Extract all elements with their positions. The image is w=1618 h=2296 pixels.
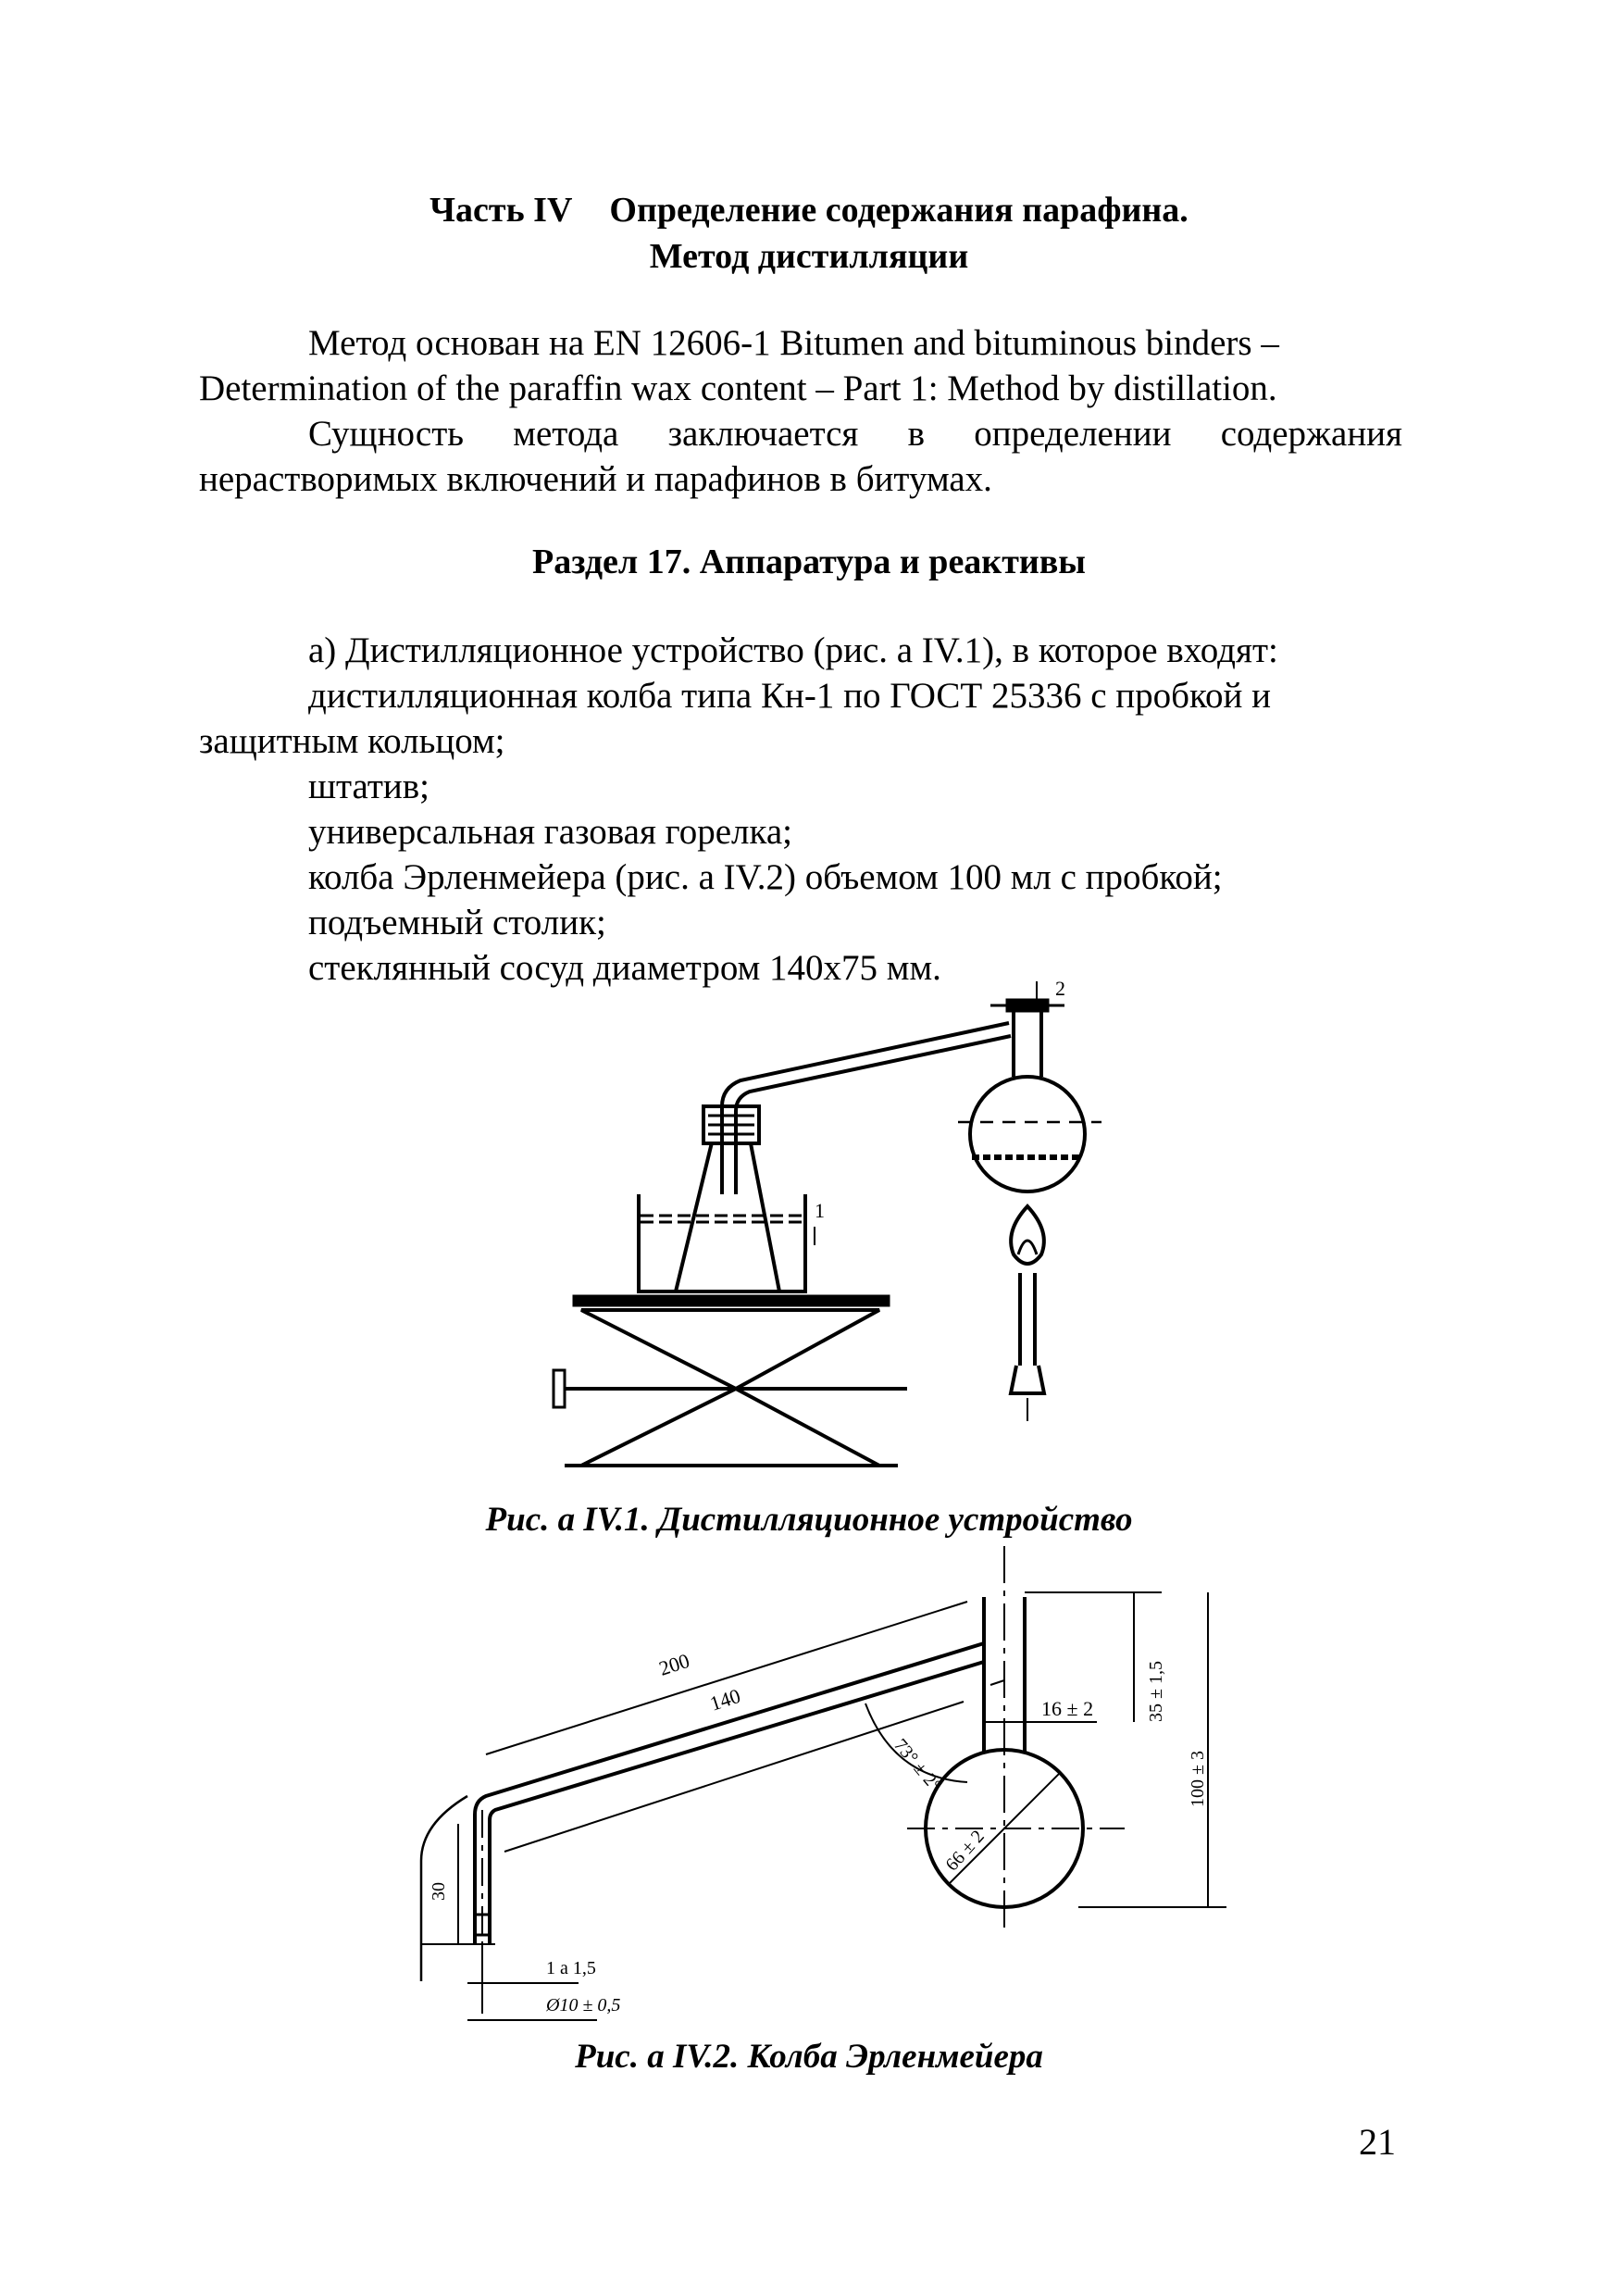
figure1-label-2: 2 — [1055, 977, 1065, 1000]
distillation-flask — [970, 1077, 1085, 1192]
item-stand: штатив; — [308, 767, 430, 806]
dim-angle: 73° ± 2° — [890, 1735, 946, 1796]
item-vessel: стеклянный сосуд диаметром 140х75 мм. — [308, 948, 941, 988]
burner-flame — [1011, 1206, 1044, 1264]
intro-line-2: Determination of the paraffin wax content – Part 1: Method by distillation. — [199, 368, 1277, 408]
dim-140: 140 — [706, 1683, 743, 1716]
dim-35: 35 ± 1,5 — [1146, 1661, 1166, 1722]
part-title-line1: Определение содержания парафина. — [609, 191, 1189, 230]
item-erlenmeyer: колба Эрленмейера (рис. а IV.2) объемом 100 мл с пробкой; — [308, 857, 1223, 897]
section-heading: Раздел 17. Аппаратура и реактивы — [532, 543, 1086, 581]
item-flask-line2: защитным кольцом; — [199, 721, 505, 761]
item-burner: универсальная газовая горелка; — [308, 812, 792, 852]
dim-30: 30 — [429, 1882, 449, 1901]
part-label: Часть IV — [429, 191, 573, 230]
dim-200: 200 — [655, 1648, 692, 1680]
intro-line-1: Метод основан на EN 12606-1 Bitumen and bituminous binders – — [308, 323, 1279, 363]
item-flask-line1: дистилляционная колба типа Кн-1 по ГОСТ 25336 с пробкой и — [308, 676, 1271, 716]
figure1-label-1: 1 — [815, 1199, 825, 1222]
intro-line-3: Сущность метода заключается в определении содержания — [308, 414, 1402, 454]
intro-line-4: нерастворимых включений и парафинов в битумах. — [199, 459, 992, 499]
dim-66: 66 ± 2 — [941, 1826, 989, 1876]
page-number: 21 — [1359, 2121, 1396, 2163]
figure2-caption: Рис. а IV.2. Колба Эрленмейера — [575, 2038, 1043, 2076]
figure-flask-dimensions — [393, 1546, 1245, 2046]
lift-table-top — [574, 1296, 889, 1305]
part-title-line2: Метод дистилляции — [649, 237, 969, 276]
item-a: а) Дистилляционное устройство (рис. а IV.1), в которое входят: — [308, 630, 1278, 670]
figure-distillation-apparatus — [537, 977, 1148, 1495]
figure1-caption: Рис. а IV.1. Дистилляционное устройство — [485, 1501, 1133, 1539]
item-lift-table: подъемный столик; — [308, 903, 606, 942]
dim-100: 100 ± 3 — [1188, 1751, 1208, 1807]
part-heading — [0, 190, 1618, 231]
water-vessel — [639, 1194, 805, 1292]
dim-wall: 1 a 1,5 — [546, 1958, 596, 1978]
delivery-tube — [722, 1023, 1009, 1194]
dim-diameter: Ø10 ± 0,5 — [546, 1995, 621, 2015]
dim-16: 16 ± 2 — [1041, 1697, 1094, 1720]
